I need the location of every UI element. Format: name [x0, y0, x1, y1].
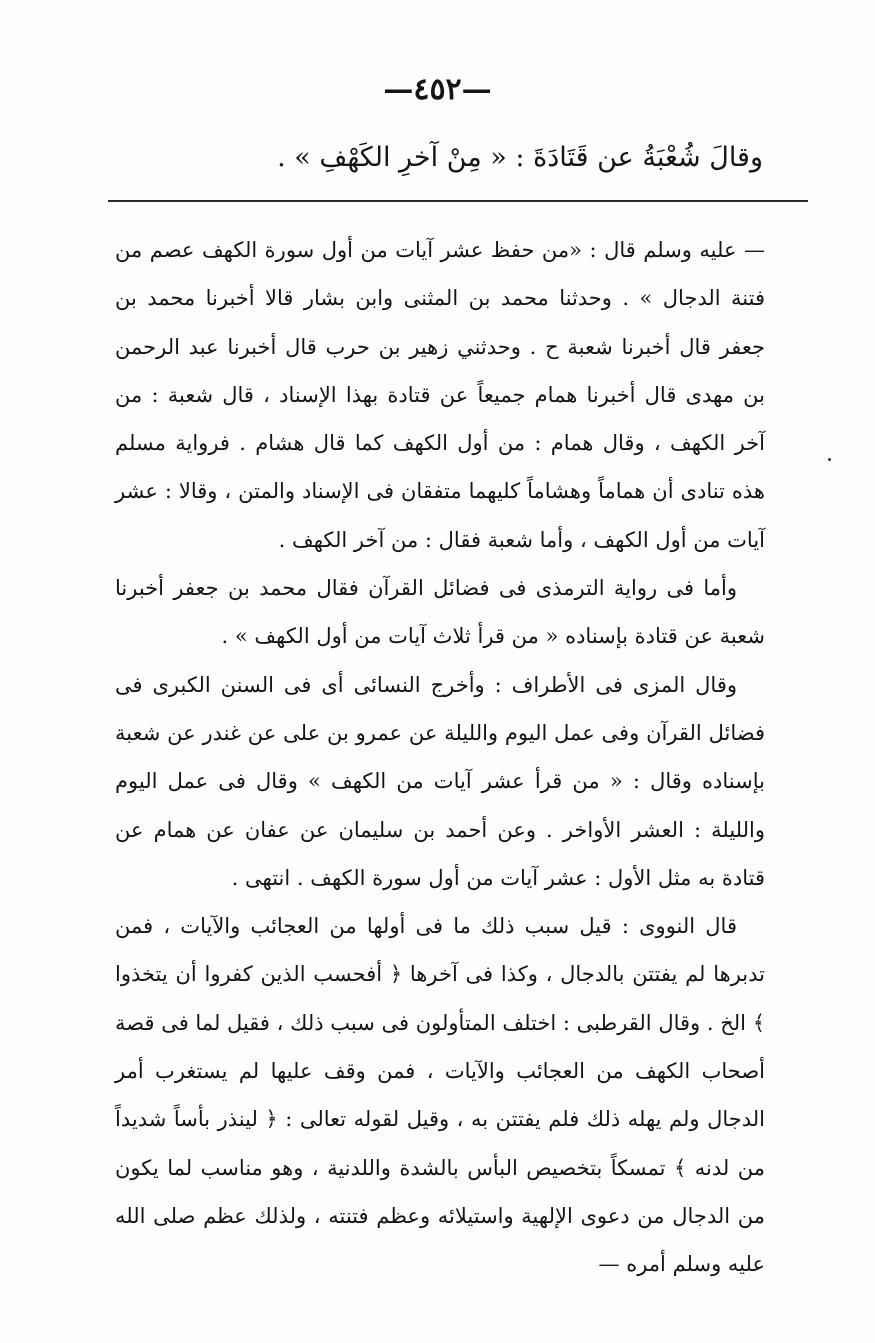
- page-number: —٤٥٢—: [383, 72, 492, 107]
- header-quote-line: وقالَ شُعْبَةُ عن قَتَادَةَ : « مِنْ آخرِ الكَهْفِ » .: [277, 142, 763, 173]
- print-speck: [828, 458, 831, 461]
- paragraph-1: — عليه وسلم قال : «من حفظ عشر آيات من أول سورة الكهف عصم من فتنة الدجال » . وحدثنا محمد بن المثنى وابن بشار قالا أخبرنا محمد بن جعفر قال أخبرنا شعبة ح . وحدثني زهير بن حرب قال أخبرنا عبد الرحمن بن مهدى قال أخبرنا همام جميعاً عن قتادة بهذا الإسناد ، قال شعبة : من آخر الكهف ، وقال همام : من أول الكهف كما قال هشام . فرواية مسلم هذه تنادى أن هماماً وهشاماً كليهما متفقان فى الإسناد والمتن ، وقالا : عشر آيات من أول الكهف ، وأما شعبة فقال : من آخر الكهف .: [115, 238, 765, 552]
- paragraph-3: وقال المزى فى الأطراف : وأخرج النسائى أى فى السنن الكبرى فى فضائل القرآن وفى عمل اليوم والليلة عن عمرو بن على عن غندر عن شعبة بإسناده وقال : « من قرأ عشر آيات من الكهف » وقال فى عمل اليوم والليلة : العشر الأواخر . وعن أحمد بن سليمان عن عفان عن همام عن قتادة به مثل الأول : عشر آيات من أول سورة الكهف . انتهى .: [115, 672, 765, 890]
- paragraph-2: وأما فى رواية الترمذى فى فضائل القرآن فقال محمد بن جعفر أخبرنا شعبة عن قتادة بإسناده « من قرأ ثلاث آيات من أول الكهف » .: [115, 576, 765, 649]
- paragraph-4: قال النووى : قيل سبب ذلك ما فى أولها من العجائب والآيات ، فمن تدبرها لم يفتتن بالدجال ، وكذا فى آخرها ﴿ أفحسب الذين كفروا أن يتخذوا ﴾ الخ . وقال القرطبى : اختلف المتأولون فى سبب ذلك ، فقيل لما فى قصة أصحاب الكهف من العجائب والآيات ، فمن وقف عليها لم يستغرب أمر الدجال ولم يهله ذلك فلم يفتتن به ، وقيل لقوله تعالى : ﴿ لينذر بأساً شديداً من لدنه ﴾ تمسكاً بتخصيص البأس بالشدة واللدنية ، وهو مناسب لما يكون من الدجال من دعوى الإلهية واستيلائه وعظم فتنته ، ولذلك عظم صلى الله عليه وسلم أمره —: [115, 914, 765, 1277]
- footnote-separator-rule: [108, 200, 808, 202]
- footnote-body: [115, 226, 765, 1289]
